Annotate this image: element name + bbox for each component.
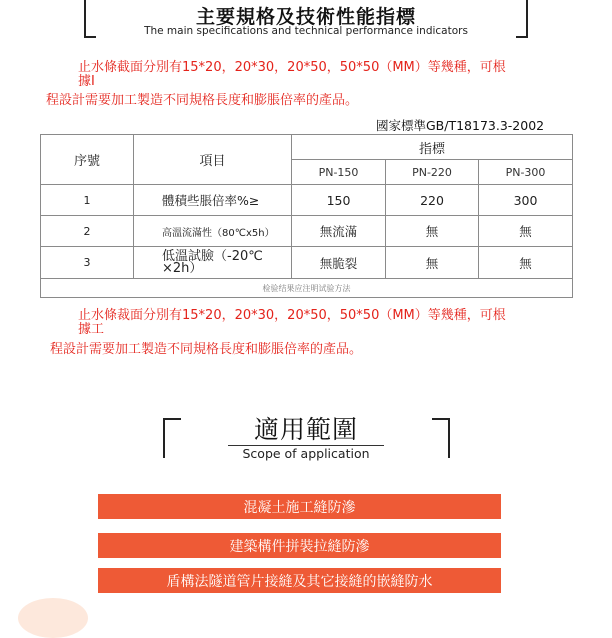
row-value: 無 [386,216,479,247]
note-bottom-line1: 止水條裁面分別有15*20，20*30，20*50，50*50（MM）等幾種，可根 [78,308,506,323]
table-row [41,216,573,247]
row-item-line1: 低溫試臉（-20℃ [162,248,263,264]
row-item [134,247,292,279]
table-footer-note: 检验结果应注明试验方法 [41,279,573,298]
note-top-line3: 程設計需要加工製造不同規格長度和膨脹倍率的產品。 [46,93,359,108]
note-top-line2: 據I [78,74,95,89]
pn-header: PN-150 [292,160,386,185]
col-header-item: 項目 [134,135,292,185]
scope-item-bar: 盾構法隧道管片接縫及其它接縫的嵌縫防水 [98,568,501,593]
row-value: 無流滿 [292,216,386,247]
section-title-specs: 主要規格及技術性能指標 [195,6,416,28]
row-number: 3 [41,247,134,279]
row-value: 無 [479,247,573,279]
col-header-no: 序號 [41,135,134,185]
section-title-scope: 適用範圍 [253,415,358,444]
pn-header: PN-220 [386,160,479,185]
row-number: 1 [41,185,134,216]
row-value: 無脆裂 [292,247,386,279]
scope-item-bar: 建築構件拼裝拉縫防滲 [98,533,501,558]
spec-table [40,134,573,298]
note-top-line1: 止水條截面分別有15*20，20*30，20*50，50*50（MM）等幾種，可根 [78,60,506,75]
note-bottom-line2: 據工 [78,322,105,337]
national-standard: 國家標準GB/T18173.3-2002 [376,118,545,133]
row-value: 無 [386,247,479,279]
row-item: 高溫流滿性（80℃x5h） [134,216,292,247]
row-item-line2: ×2h） [162,260,203,276]
table-row [41,247,573,279]
section-subtitle-specs: The main specifications and technical performance indicators [144,25,468,37]
row-item: 體積些脹倍率%≥ [134,185,292,216]
row-value: 150 [292,185,386,216]
row-value: 220 [386,185,479,216]
row-number: 2 [41,216,134,247]
decorative-blob [18,598,88,638]
row-value: 無 [479,216,573,247]
table-row [41,185,573,216]
note-bottom-line3: 程設計需要加工製造不同規格長度和膨脹倍率的產品。 [50,342,363,357]
col-header-index: 指標 [292,135,573,160]
scope-item-bar: 混凝土施工縫防滲 [98,494,501,519]
section-subtitle-scope: Scope of application [242,446,370,461]
pn-header: PN-300 [479,160,573,185]
row-value: 300 [479,185,573,216]
